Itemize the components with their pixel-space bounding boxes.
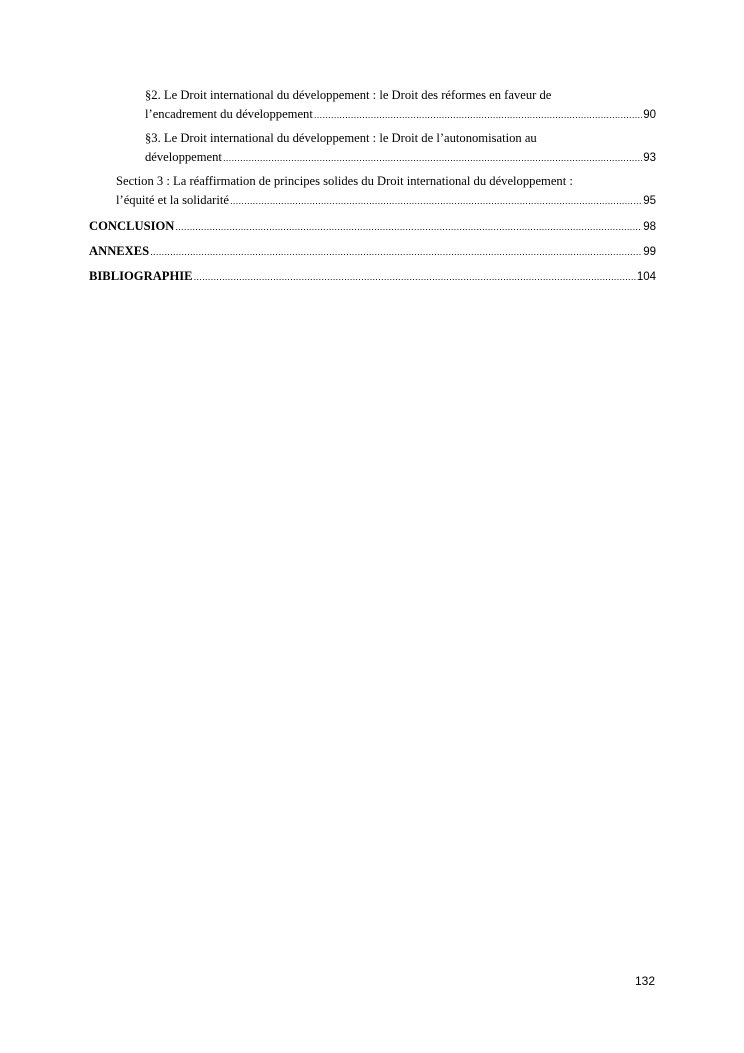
toc-entry-text-line2: l’encadrement du développement [145,107,313,121]
toc-entry-title: ANNEXES [89,244,150,258]
toc-entry-section-3-reaffirmation[interactable] [89,172,656,211]
dot-leader [175,218,642,237]
toc-entry-leader-line [89,267,656,287]
toc-entry-title: CONCLUSION [89,219,175,233]
toc-entry-title: BIBLIOGRAPHIE [89,269,193,283]
toc-entry-annexes[interactable] [89,242,656,262]
toc-entry-conclusion[interactable] [89,217,656,237]
toc-entry-text-line1: §2. Le Droit international du développement : le Droit des réformes en faveur de [145,88,552,102]
toc-page-number: 93 [643,152,656,164]
dot-leader [314,106,642,125]
toc-entry-text-line1: §3. Le Droit international du développement : le Droit de l’autonomisation au [145,131,537,145]
toc-entry-leader-line [116,191,656,211]
dot-leader [150,243,642,262]
toc-entry-leader-line [89,217,656,237]
toc-entry-section-2-reformes[interactable] [89,86,656,125]
table-of-contents [89,86,656,287]
toc-page-number: 95 [643,195,656,207]
toc-page-number: 104 [636,271,656,283]
toc-entry-leader-line [145,105,656,125]
toc-entry-section-3-autonomisation[interactable] [89,129,656,168]
toc-entry-bibliographie[interactable] [89,267,656,287]
toc-page-number: 99 [643,246,656,258]
dot-leader [194,268,636,287]
toc-entry-text-line2: développement [145,150,222,164]
toc-entry-leader-line [89,242,656,262]
dot-leader [223,149,642,168]
toc-entry-text-line2: l’équité et la solidarité [116,193,229,207]
toc-entry-text-line1: Section 3 : La réaffirmation de principes solides du Droit international du développement : [116,174,573,188]
dot-leader [230,192,642,211]
toc-entry-leader-line [145,148,656,168]
toc-page-number: 90 [643,109,656,121]
toc-page-number: 98 [643,221,656,233]
page-number: 132 [634,974,655,988]
